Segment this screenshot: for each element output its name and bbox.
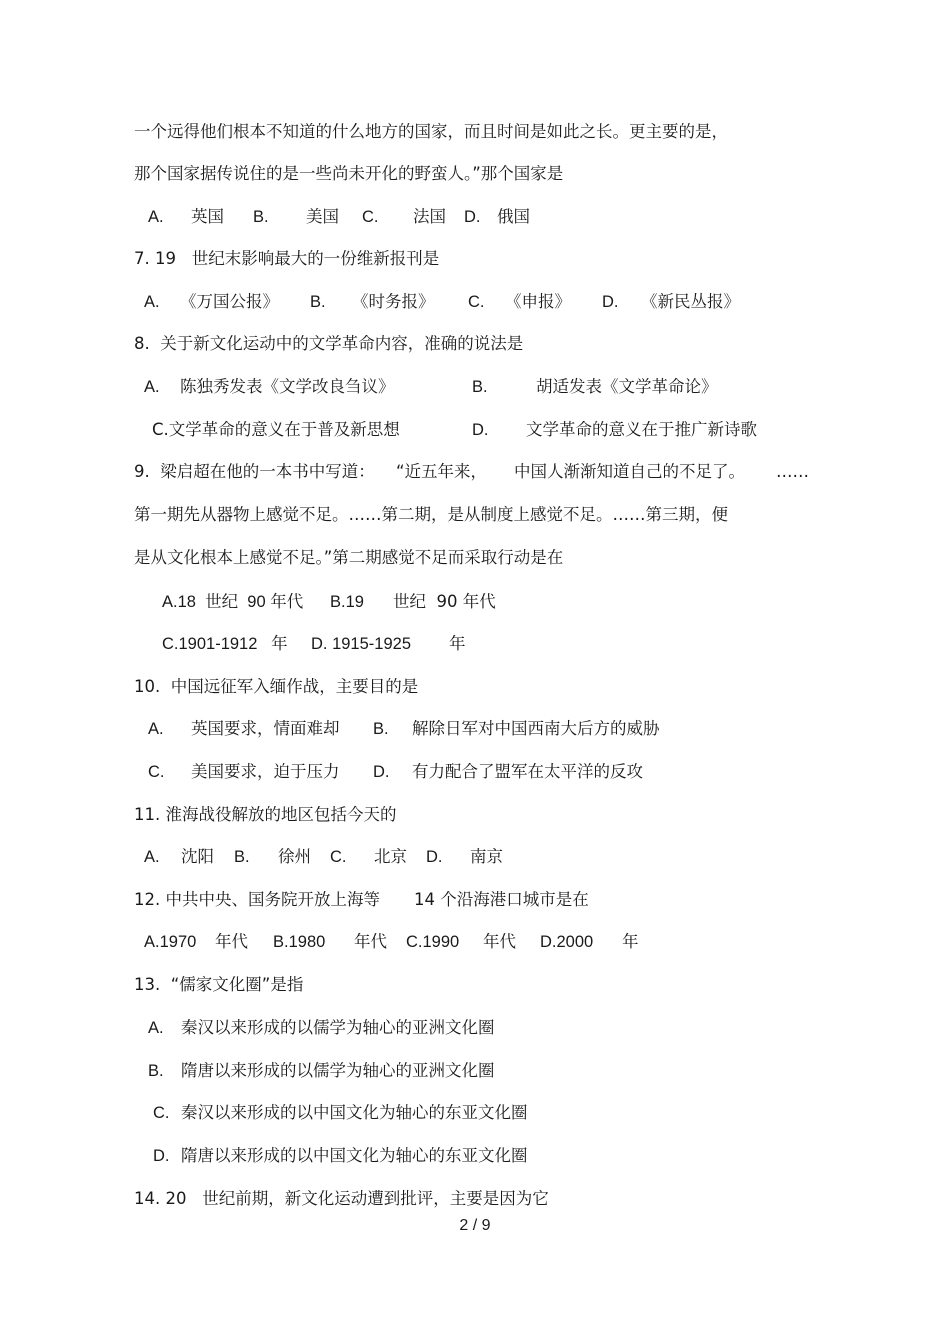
- q11-option-a-label: A.: [144, 848, 160, 866]
- q7-option-d-text: 《新民丛报》: [641, 292, 740, 311]
- q10-option-d-label: D.: [373, 763, 390, 781]
- q14-stem: 14. 20 世纪前期，新文化运动遭到批评，主要是因为它: [134, 1189, 549, 1208]
- q8-option-b-text: 胡适发表《文学革命论》: [536, 377, 718, 396]
- q8-option-d-label: D.: [472, 421, 489, 439]
- q13-option-b-label: B.: [148, 1062, 164, 1080]
- q12-option-d-label: D.2000: [540, 933, 594, 951]
- q12-option-c-text: 年代: [483, 932, 516, 951]
- passage-line-2: 那个国家据传说住的是一些尚未开化的野蛮人。”那个国家是: [134, 164, 564, 183]
- q8-option-b-label: B.: [472, 378, 488, 396]
- q6-option-a-label: A.: [148, 208, 164, 226]
- q10-option-a-text: 英国要求，情面难却: [191, 719, 340, 738]
- q13-option-a-text: 秦汉以来形成的以儒学为轴心的亚洲文化圈: [181, 1018, 495, 1037]
- q10-stem: 10. 中国远征军入缅作战，主要目的是: [134, 677, 419, 696]
- q11-option-c-text: 北京: [374, 847, 407, 866]
- q7-option-d-label: D.: [602, 293, 619, 311]
- q7-option-a-text: 《万国公报》: [180, 292, 279, 311]
- q11-option-a-text: 沈阳: [181, 847, 214, 866]
- q9-stem-part-4: ……: [776, 462, 809, 481]
- q7-option-a-label: A.: [144, 293, 160, 311]
- q11-option-d-text: 南京: [470, 847, 503, 866]
- q8-option-a-text: 陈独秀发表《文学改良刍议》: [180, 377, 395, 396]
- q7-option-c-label: C.: [468, 293, 485, 311]
- q13-option-a-label: A.: [148, 1019, 164, 1037]
- q6-option-c-label: C.: [362, 208, 379, 226]
- q10-option-c-text: 美国要求，迫于压力: [191, 762, 340, 781]
- q9-stem-part-3: 中国人渐渐知道自己的不足了。: [514, 462, 745, 481]
- q11-option-b-text: 徐州: [278, 847, 311, 866]
- q12-option-b-text: 年代: [354, 932, 387, 951]
- q8-stem: 8. 关于新文化运动中的文学革命内容，准确的说法是: [134, 334, 524, 353]
- q9-stem-line-2: 第一期先从器物上感觉不足。……第二期，是从制度上感觉不足。……第三期，便: [134, 505, 728, 524]
- q9-stem-part-1: 9. 梁启超在他的一本书中写道：: [134, 462, 375, 481]
- q8-option-c: C.文学革命的意义在于普及新思想: [152, 420, 400, 439]
- q9-stem-part-2: “近五年来，: [396, 462, 488, 481]
- q13-option-c-label: C.: [153, 1104, 170, 1122]
- q12-stem-part-1: 12. 中共中央、国务院开放上海等: [134, 890, 380, 909]
- q6-option-d-text: 俄国: [497, 207, 530, 226]
- q13-option-b-text: 隋唐以来形成的以儒学为轴心的亚洲文化圈: [181, 1061, 495, 1080]
- q9-option-a: A.18 世纪 90 年代: [162, 593, 304, 611]
- q7-option-b-text: 《时务报》: [352, 292, 435, 311]
- q9-stem-line-3: 是从文化根本上感觉不足。”第二期感觉不足而采取行动是在: [134, 548, 564, 567]
- q13-option-d-text: 隋唐以来形成的以中国文化为轴心的东亚文化圈: [181, 1146, 528, 1165]
- q7-stem: 7. 19 世纪末影响最大的一份维新报刊是: [134, 249, 440, 268]
- q10-option-b-label: B.: [373, 720, 389, 738]
- q6-option-b-label: B.: [253, 208, 269, 226]
- q12-option-d-text: 年: [622, 932, 639, 951]
- q8-option-d-text: 文学革命的意义在于推广新诗歌: [526, 420, 757, 439]
- q6-option-c-text: 法国: [413, 207, 446, 226]
- q8-option-a-label: A.: [144, 378, 160, 396]
- passage-line-1: 一个远得他们根本不知道的什么地方的国家，而且时间是如此之长。更主要的是，: [134, 122, 728, 141]
- q11-option-c-label: C.: [330, 848, 347, 866]
- q6-option-d-label: D.: [464, 208, 481, 226]
- q11-stem: 11. 淮海战役解放的地区包括今天的: [134, 805, 397, 824]
- q10-option-a-label: A.: [148, 720, 164, 738]
- q6-option-a-text: 英国: [191, 207, 224, 226]
- q9-option-d-text: 年: [449, 634, 466, 653]
- q7-option-c-text: 《申报》: [505, 292, 571, 311]
- page-number: 2 / 9: [459, 1217, 491, 1234]
- q13-stem: 13. “儒家文化圈”是指: [134, 975, 304, 994]
- q9-option-b-text: 世纪 90 年代: [393, 592, 496, 611]
- q12-option-c-label: C.1990: [406, 933, 460, 951]
- q10-option-c-label: C.: [148, 763, 165, 781]
- q9-option-c: C.1901-1912 年: [162, 635, 288, 653]
- q12-option-b-label: B.1980: [273, 933, 326, 951]
- q9-option-d-label: D. 1915-1925: [311, 635, 411, 653]
- q11-option-d-label: D.: [426, 848, 443, 866]
- q13-option-c-text: 秦汉以来形成的以中国文化为轴心的东亚文化圈: [181, 1103, 528, 1122]
- q12-option-a-label: A.1970: [144, 933, 197, 951]
- q12-stem-part-2: 14 个沿海港口城市是在: [414, 890, 589, 909]
- q10-option-d-text: 有力配合了盟军在太平洋的反攻: [412, 762, 643, 781]
- q7-option-b-label: B.: [310, 293, 326, 311]
- q10-option-b-text: 解除日军对中国西南大后方的威胁: [412, 719, 660, 738]
- q6-option-b-text: 美国: [306, 207, 339, 226]
- q9-option-b-label: B.19: [330, 593, 364, 611]
- q11-option-b-label: B.: [234, 848, 250, 866]
- q12-option-a-text: 年代: [215, 932, 248, 951]
- q13-option-d-label: D.: [153, 1147, 170, 1165]
